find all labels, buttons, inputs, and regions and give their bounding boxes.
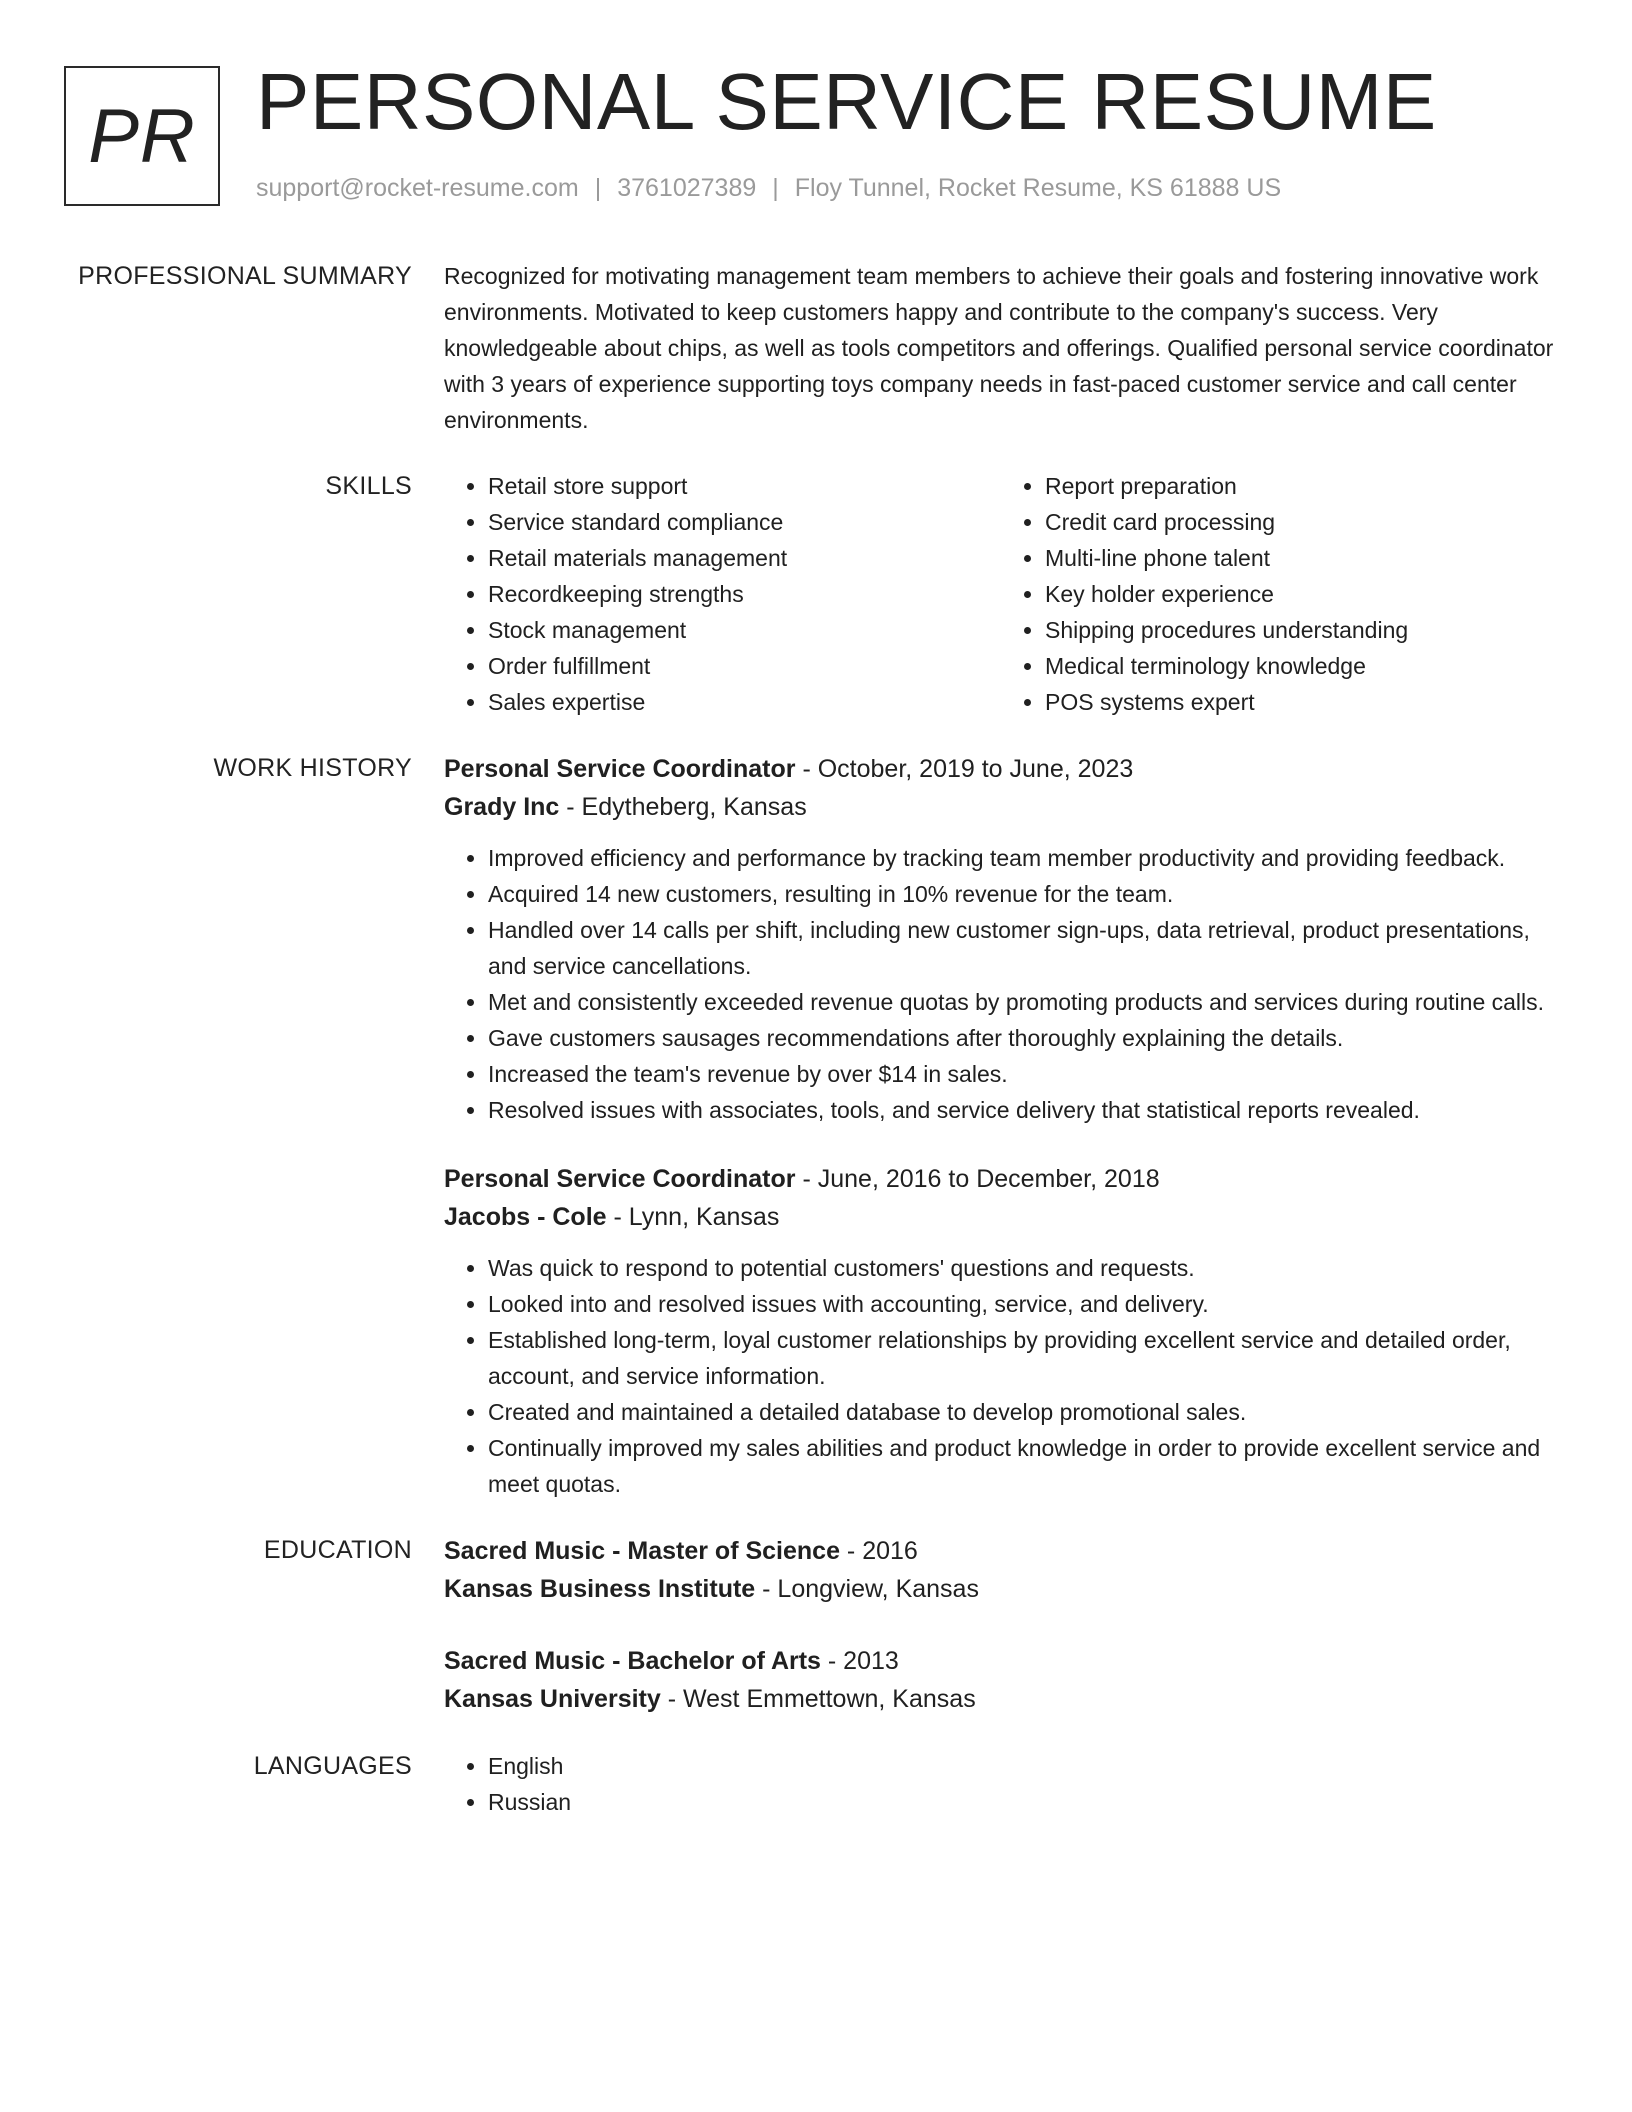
skill-item: • Credit card processing: [1045, 504, 1558, 540]
school-location: - West Emmettown, Kansas: [660, 1685, 976, 1713]
job-location: - Edytheberg, Kansas: [559, 793, 807, 821]
section-education: [0, 1532, 1632, 1718]
job-title: Personal Service Coordinator: [444, 1165, 796, 1193]
school-location: - Longview, Kansas: [755, 1575, 979, 1603]
job-bullet: • Continually improved my sales abilities and product knowledge in order to provide excellent service and meet quotas.: [488, 1430, 1558, 1502]
summary-text: Recognized for motivating management team members to achieve their goals and fostering innovative work environments. Motivated to keep customers happy and contribute to the company's success. Very knowledgeable about chips, as well as tools competitors and offerings. Qualified personal service coordinator with 3 years of experience supporting toys company needs in fast-paced customer service and call center environments.: [444, 263, 1554, 433]
section-professional-summary: [0, 258, 1632, 438]
degree-line: [444, 1642, 1558, 1680]
languages-list: [444, 1748, 1558, 1820]
skill-item: • Retail materials management: [488, 540, 1001, 576]
skill-item: • Sales expertise: [488, 684, 1001, 720]
job-bullet: • Handled over 14 calls per shift, including new customer sign-ups, data retrieval, product presentations, and service cancellations.: [488, 912, 1558, 984]
skills-column-left: [444, 468, 1001, 720]
job-title-line: [444, 750, 1558, 788]
entry-spacer: [444, 1128, 1558, 1160]
work-entries: [444, 750, 1558, 1502]
school: Kansas University: [444, 1685, 661, 1713]
job-bullet: • Acquired 14 new customers, resulting in 10% revenue for the team.: [488, 876, 1558, 912]
education-entry: [444, 1642, 1558, 1718]
job-company: Grady Inc: [444, 793, 560, 821]
job-bullet: • Met and consistently exceeded revenue quotas by promoting products and services during routine calls.: [488, 984, 1558, 1020]
job-company-line: [444, 1198, 1558, 1236]
section-languages: [0, 1748, 1632, 1820]
job-bullet: • Looked into and resolved issues with accounting, service, and delivery.: [488, 1286, 1558, 1322]
section-label: WORK HISTORY: [213, 754, 412, 782]
degree: Sacred Music - Master of Science: [444, 1537, 840, 1565]
language-item: • English: [488, 1748, 1558, 1784]
section-label: PROFESSIONAL SUMMARY: [78, 262, 412, 290]
section-label: LANGUAGES: [253, 1752, 412, 1780]
skill-item: • Stock management: [488, 612, 1001, 648]
section-skills: [0, 468, 1632, 720]
job-bullet: • Increased the team's revenue by over $14 in sales.: [488, 1056, 1558, 1092]
job-entry: [444, 750, 1558, 1128]
entry-spacer: [444, 1608, 1558, 1642]
contact-phone[interactable]: 3761027389: [617, 174, 757, 202]
skill-item: • POS systems expert: [1045, 684, 1558, 720]
skill-item: • Multi-line phone talent: [1045, 540, 1558, 576]
school-line: [444, 1570, 1558, 1608]
resume-body: [0, 258, 1632, 1820]
job-bullets: [444, 840, 1558, 1128]
skill-item: • Service standard compliance: [488, 504, 1001, 540]
degree-line: [444, 1532, 1558, 1570]
skill-item: • Order fulfillment: [488, 648, 1001, 684]
contact-separator: |: [594, 174, 602, 202]
job-company: Jacobs - Cole: [444, 1203, 607, 1231]
job-location: - Lynn, Kansas: [606, 1203, 780, 1231]
job-bullet: • Was quick to respond to potential customers' questions and requests.: [488, 1250, 1558, 1286]
language-item: • Russian: [488, 1784, 1558, 1820]
language-bullets: [444, 1748, 1558, 1820]
job-bullet: • Established long-term, loyal customer relationships by providing excellent service and detailed order, account, and service information.: [488, 1322, 1558, 1394]
skills-list: [444, 468, 1558, 720]
degree-year: - 2013: [820, 1647, 899, 1675]
job-bullets: [444, 1250, 1558, 1502]
job-dates: - June, 2016 to December, 2018: [795, 1165, 1160, 1193]
skill-item: • Report preparation: [1045, 468, 1558, 504]
job-title-line: [444, 1160, 1558, 1198]
contact-email[interactable]: support@rocket-resume.com: [256, 174, 579, 202]
job-dates: - October, 2019 to June, 2023: [795, 755, 1134, 783]
school: Kansas Business Institute: [444, 1575, 756, 1603]
skill-item: • Key holder experience: [1045, 576, 1558, 612]
skill-item: • Retail store support: [488, 468, 1001, 504]
contact-separator: |: [772, 174, 779, 202]
job-entry: [444, 1160, 1558, 1502]
job-bullet: • Resolved issues with associates, tools, and service delivery that statistical reports revealed.: [488, 1092, 1558, 1128]
section-work-history: [0, 750, 1632, 1502]
school-line: [444, 1680, 1558, 1718]
section-label: SKILLS: [325, 472, 412, 500]
skill-item: • Shipping procedures understanding: [1045, 612, 1558, 648]
job-bullet: • Gave customers sausages recommendations after thoroughly explaining the details.: [488, 1020, 1558, 1056]
education-entry: [444, 1532, 1558, 1608]
degree-year: - 2016: [839, 1537, 918, 1565]
resume-title: PERSONAL SERVICE RESUME: [256, 57, 1437, 146]
job-bullet: • Created and maintained a detailed database to develop promotional sales.: [488, 1394, 1558, 1430]
initials-text: PR: [88, 93, 196, 179]
section-label: EDUCATION: [263, 1536, 412, 1564]
contact-address: Floy Tunnel, Rocket Resume, KS 61888 US: [794, 174, 1282, 202]
skill-item: • Medical terminology knowledge: [1045, 648, 1558, 684]
job-bullet: • Improved efficiency and performance by tracking team member productivity and providing feedback.: [488, 840, 1558, 876]
contact-line: [256, 174, 1281, 203]
education-entries: [444, 1532, 1558, 1718]
initials-monogram: [64, 66, 220, 206]
job-title: Personal Service Coordinator: [444, 755, 796, 783]
skills-column-right: [1001, 468, 1558, 720]
job-company-line: [444, 788, 1558, 826]
degree: Sacred Music - Bachelor of Arts: [444, 1647, 821, 1675]
skill-item: • Recordkeeping strengths: [488, 576, 1001, 612]
